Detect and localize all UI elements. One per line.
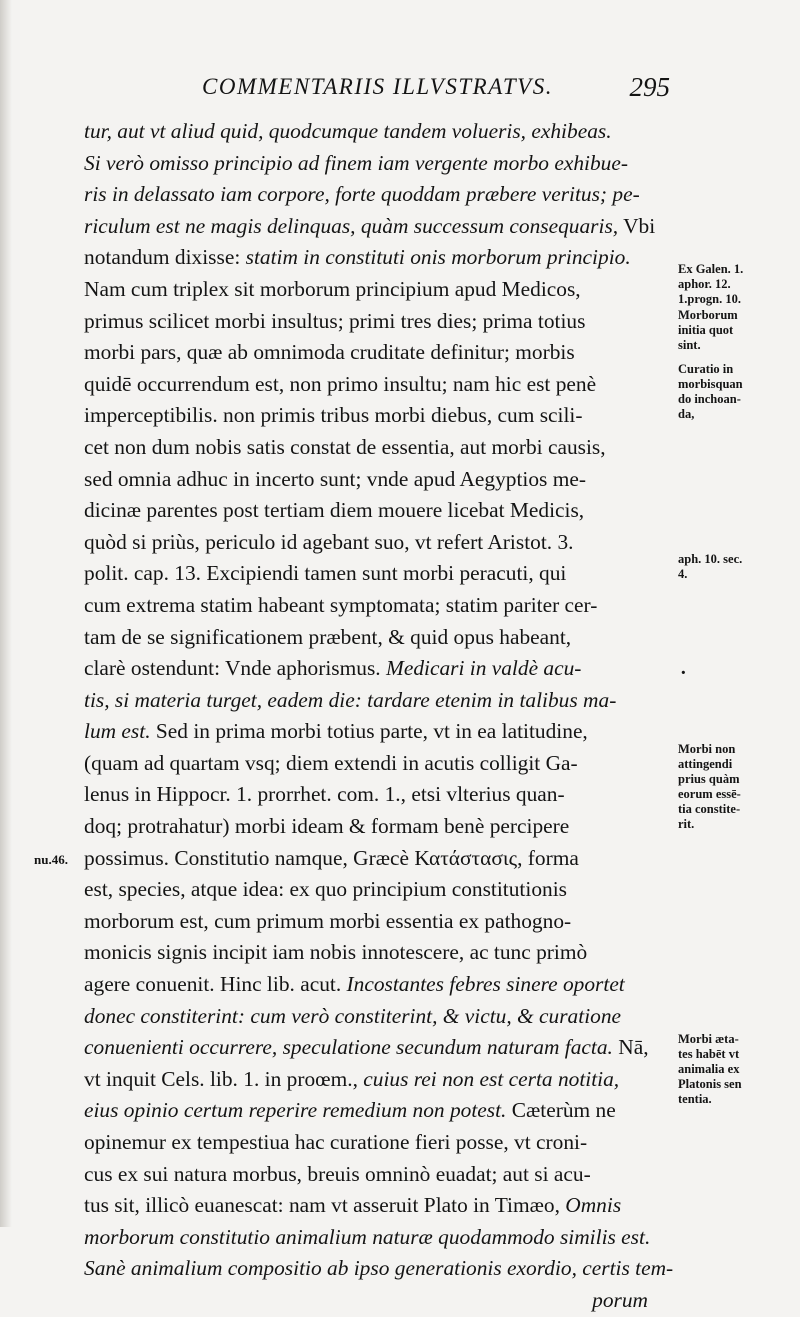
italic-text: tis, si materia turget, eadem die: tardare etenim in talibus ma- [84,687,617,712]
margin-note-line: tes habēt vt [678,1047,740,1061]
margin-note-line: animalia ex [678,1062,740,1076]
margin-note-line: morbisquan [678,377,743,391]
text-line [84,1001,668,1033]
roman-text: morbi pars, quæ ab omnimoda cruditate definitur; morbis [84,340,575,365]
roman-text: possimus. Constitutio namque, Græcè Κατάστασις, forma [84,845,579,870]
text-line [84,843,668,875]
italic-text: statim in constituti onis morborum principio. [245,245,631,270]
roman-text: imperceptibilis. non primis tribus morbi diebus, cum scili- [84,403,583,428]
italic-text: riculum est ne magis delinquas, quàm successum consequaris, [84,213,619,238]
roman-text: opinemur ex tempestiua hac curatione fieri posse, vt croni- [84,1130,588,1154]
margin-note-line: sint. [678,338,701,352]
text-line [84,1064,668,1096]
roman-text: Cæterùm ne [506,1098,616,1123]
page-header [150,72,670,106]
margin-note-line: tentia. [678,1092,712,1106]
text-line [84,1190,668,1222]
margin-note-line: eorum essē- [678,787,741,801]
text-line [84,274,668,306]
italic-text: ris in delassato iam corpore, forte quoddam præbere veritus; pe- [84,182,640,207]
roman-text: agere conuenit. Hinc lib. acut. [84,972,347,997]
text-line [84,969,668,1001]
text-line [84,937,668,969]
italic-text: Incostantes febres sinere oportet [346,972,625,997]
text-line [84,779,668,811]
italic-text: tur, aut vt aliud quid, quodcumque tandem volueris, exhibeas. [84,119,612,143]
left-margin-note: nu.46. [34,852,68,867]
text-line [84,874,668,906]
text-line [84,1127,668,1159]
margin-note-line: Morbi non [678,742,736,756]
italic-text: lum est. [84,719,151,744]
text-line [84,242,668,274]
italic-text: Medicari in valdè acu- [386,656,582,681]
page-number: 295 [629,72,670,102]
margin-note-line: da, [678,407,695,421]
margin-note-morbi-non-attingendi [678,742,790,832]
roman-text: polit. cap. 13. Excipiendi tamen sunt morbi peracuti, qui [84,561,567,586]
roman-text: quidē occurrendum est, non primo insultu; nam hic est penè [84,371,597,396]
roman-text: primus scilicet morbi insultus; primi tres dies; prima totius [84,308,586,333]
margin-note-line: do inchoan- [678,392,741,406]
italic-text: conuenienti occurrere, speculatione secundum naturam facta. [84,1035,613,1060]
roman-text: tam de se significationem præbent, & quid opus habeant, [84,624,572,649]
italic-text: eius opinio certum reperire remedium non potest. [84,1098,507,1123]
roman-text: monicis signis incipit iam nobis innotescere, ac tunc primò [84,940,588,965]
text-line [84,306,668,338]
text-line [84,685,668,717]
margin-note-morbi-aetates [678,1032,790,1107]
text-line [84,1253,674,1285]
text-line [84,558,668,590]
text-line [84,148,668,180]
margin-note-aphorism-reference [678,552,790,582]
text-line [84,590,668,622]
roman-text: lenus in Hippocr. 1. prorrhet. com. 1., etsi vlterius quan- [84,782,565,807]
roman-text: quòd si priùs, periculo id agebant suo, vt refert Aristot. 3. [84,529,574,554]
body-text [84,116,674,1317]
text-line [84,1032,668,1064]
text-line [84,906,668,938]
roman-text: cum extrema statim habeant symptomata; statim pariter cer- [84,592,598,617]
margin-note-line: 1.progn. 10. [678,292,741,306]
margin-note-line: Morborum [678,308,738,322]
text-line [84,400,668,432]
margin-note-galen-reference [678,262,790,307]
roman-text: tus sit, illicò euanescat: nam vt asseruit Plato in Timæo, [84,1193,566,1218]
margin-note-line: prius quàm [678,772,740,786]
margin-note-line: attingendi [678,757,733,771]
italic-text: Si verò omisso principio ad finem iam vergente morbo exhibue- [84,150,628,175]
text-line [84,337,668,369]
roman-text: clarè ostendunt: Vnde aphorismus. [84,656,386,681]
text-line [84,527,668,559]
text-line [84,748,668,780]
margin-note-line: Platonis sen [678,1077,742,1091]
text-line [84,622,668,654]
roman-text: notandum dixisse: [84,245,246,270]
margin-mark: · [680,662,687,684]
roman-text: sed omnia adhuc in incerto sunt; vnde apud Aegyptios me- [84,466,586,491]
italic-text: donec constiterint: cum verò constiterint, & victu, & curatione [84,1003,622,1028]
margin-note-line: Curatio in [678,362,734,376]
text-line [84,116,668,148]
roman-text: Sed in prima morbi totius parte, vt in ea latitudine, [150,719,588,744]
roman-text: dicinæ parentes post tertiam diem mouere licebat Medicis, [84,498,585,523]
text-line [84,716,668,748]
roman-text: Nā, [612,1035,649,1060]
roman-text: vt inquit Cels. lib. 1. in proœm., [84,1066,364,1091]
text-line [84,653,668,685]
roman-text: cus ex sui natura morbus, breuis omninò euadat; aut si acu- [84,1161,591,1186]
margin-note-line: 4. [678,567,688,581]
roman-text: morborum est, cum primum morbi essentia ex pathogno- [84,908,572,933]
text-line [84,432,668,464]
italic-text: Omnis [565,1193,622,1218]
margin-note-line: rit. [678,817,695,831]
text-line [84,811,668,843]
running-head: COMMENTARIIS ILLVSTRATVS. [202,74,553,99]
margin-note-line: aph. 10. sec. [678,552,743,566]
roman-text: doq; protrahatur) morbi ideam & formam benè percipere [84,814,570,839]
margin-note-line: Morbi æta- [678,1032,739,1046]
margin-note-morborum-initia [678,308,790,353]
text-line [84,369,668,401]
catchword: porum [592,1287,648,1312]
text-line [84,211,668,243]
roman-text: Vbi [618,213,656,238]
margin-note-line: tia constite- [678,802,741,816]
text-line [84,464,668,496]
roman-text: (quam ad quartam vsq; diem extendi in acutis colligit Ga- [84,750,578,775]
scan-edge [0,0,12,1227]
margin-note-line: aphor. 12. [678,277,731,291]
italic-text: morborum constitutio animalium naturæ quodammodo similis est. [84,1224,651,1249]
roman-text: cet non dum nobis satis constat de essentia, aut morbi causis, [84,434,606,459]
italic-text: cuius rei non est certa notitia, [363,1066,620,1091]
text-line [84,1095,668,1127]
italic-text: Sanè animalium compositio ab ipso generationis exordio, certis tem- [84,1256,674,1281]
text-line [84,495,668,527]
roman-text: est, species, atque idea: ex quo principium constitutionis [84,877,567,902]
text-line [84,1159,668,1191]
margin-note-line: initia quot [678,323,734,337]
margin-note-curatio [678,362,790,422]
margin-note-line: Ex Galen. 1. [678,262,744,276]
roman-text: Nam cum triplex sit morborum principium apud Medicos, [84,276,581,301]
text-line [84,179,668,211]
